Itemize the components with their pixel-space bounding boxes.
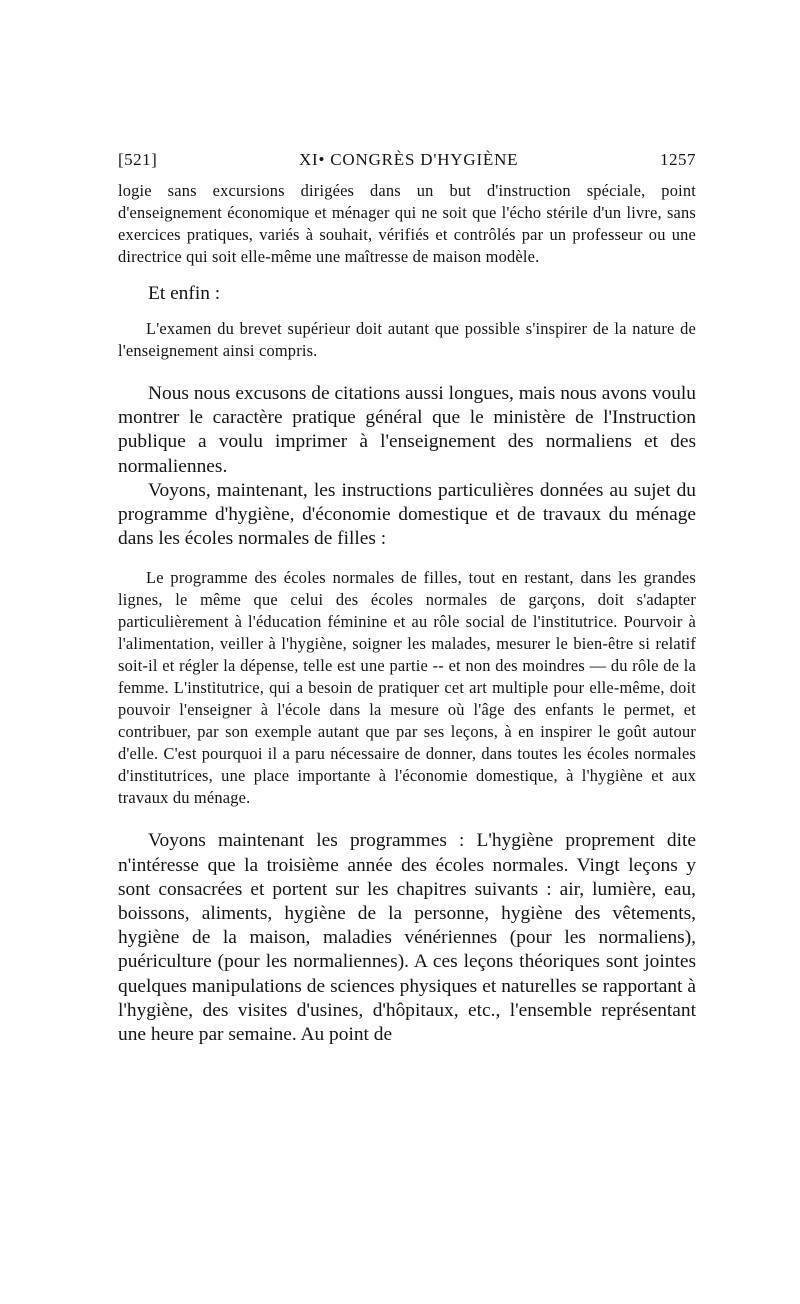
paragraph-continuation: logie sans excursions dirigées dans un but d'instruction spéciale, point d'enseignement économique et ménager qui ne soit que l'écho stérile d'un livre, sans exercices pratiques, variés à souhait, vérifiés et contrôlés par un professeur ou une directrice qui soit elle-même une maîtresse de maison modèle. xyxy=(118,181,696,266)
paragraph-instructions: Voyons, maintenant, les instructions particulières données au sujet du programme d'hygiène, d'économie domestique et de travaux du ménage dans les écoles normales de filles : xyxy=(118,479,696,550)
paragraph-citations: Nous nous excusons de citations aussi longues, mais nous avons voulu montrer le caractère pratique général que le ministère de l'Instruction publique a voulu imprimer à l'enseignement des normaliens et des normaliennes. xyxy=(118,383,696,477)
page-reference: [521] xyxy=(118,150,158,169)
quoted-paragraph-programme: Le programme des écoles normales de filles, tout en restant, dans les grandes lignes, le même que celui des écoles normales de garçons, doit s'adapter particulièrement à l'éducation féminine et au rôle social de l'institutrice. Pourvoir à l'alimentation, veiller à l'hygiène, soigner les malades, mesurer le bien-être si relatif soit-il et régler la dépense, telle est une partie -- et non des moindres — du rôle de la femme. L'institutrice, qui a besoin de pratiquer cet art multiple pour elle-même, doit pouvoir l'enseigner à l'école dans la mesure où l'âge des enfants le permet, et contribuer, par son exemple autant que par ses leçons, à en inspirer le goût autour d'elle. C'est pourquoi il a paru nécessaire de donner, dans toutes les écoles normales d'institutrices, une place importante à l'économie domestique, à l'hygiène et aux travaux du ménage. xyxy=(118,568,696,808)
running-head xyxy=(118,150,696,176)
paragraph-programmes: Voyons maintenant les programmes : L'hygiène proprement dite n'intéresse que la troisième année des écoles normales. Vingt leçons y sont consacrées et portent sur les chapitres suivants : air, lumière, eau, boissons, aliments, hygiène de la personne, hygiène des vêtements, hygiène de la maison, maladies vénériennes (pour les normaliens), puériculture (pour les normaliennes). A ces leçons théoriques sont jointes quelques manipulations de sciences physiques et naturelles se rapportant à l'hygiène, des visites d'usines, d'hôpitaux, etc., l'ensemble représentant une heure par semaine. Au point de xyxy=(118,830,696,1046)
book-page xyxy=(118,150,696,1047)
page-number: 1257 xyxy=(660,150,696,169)
quoted-paragraph-brevet: L'examen du brevet supérieur doit autant que possible s'inspirer de la nature de l'enseignement ainsi compris. xyxy=(118,319,696,360)
paragraph-et-enfin: Et enfin : xyxy=(148,283,221,304)
running-title: XI• CONGRÈS D'HYGIÈNE xyxy=(298,150,519,169)
